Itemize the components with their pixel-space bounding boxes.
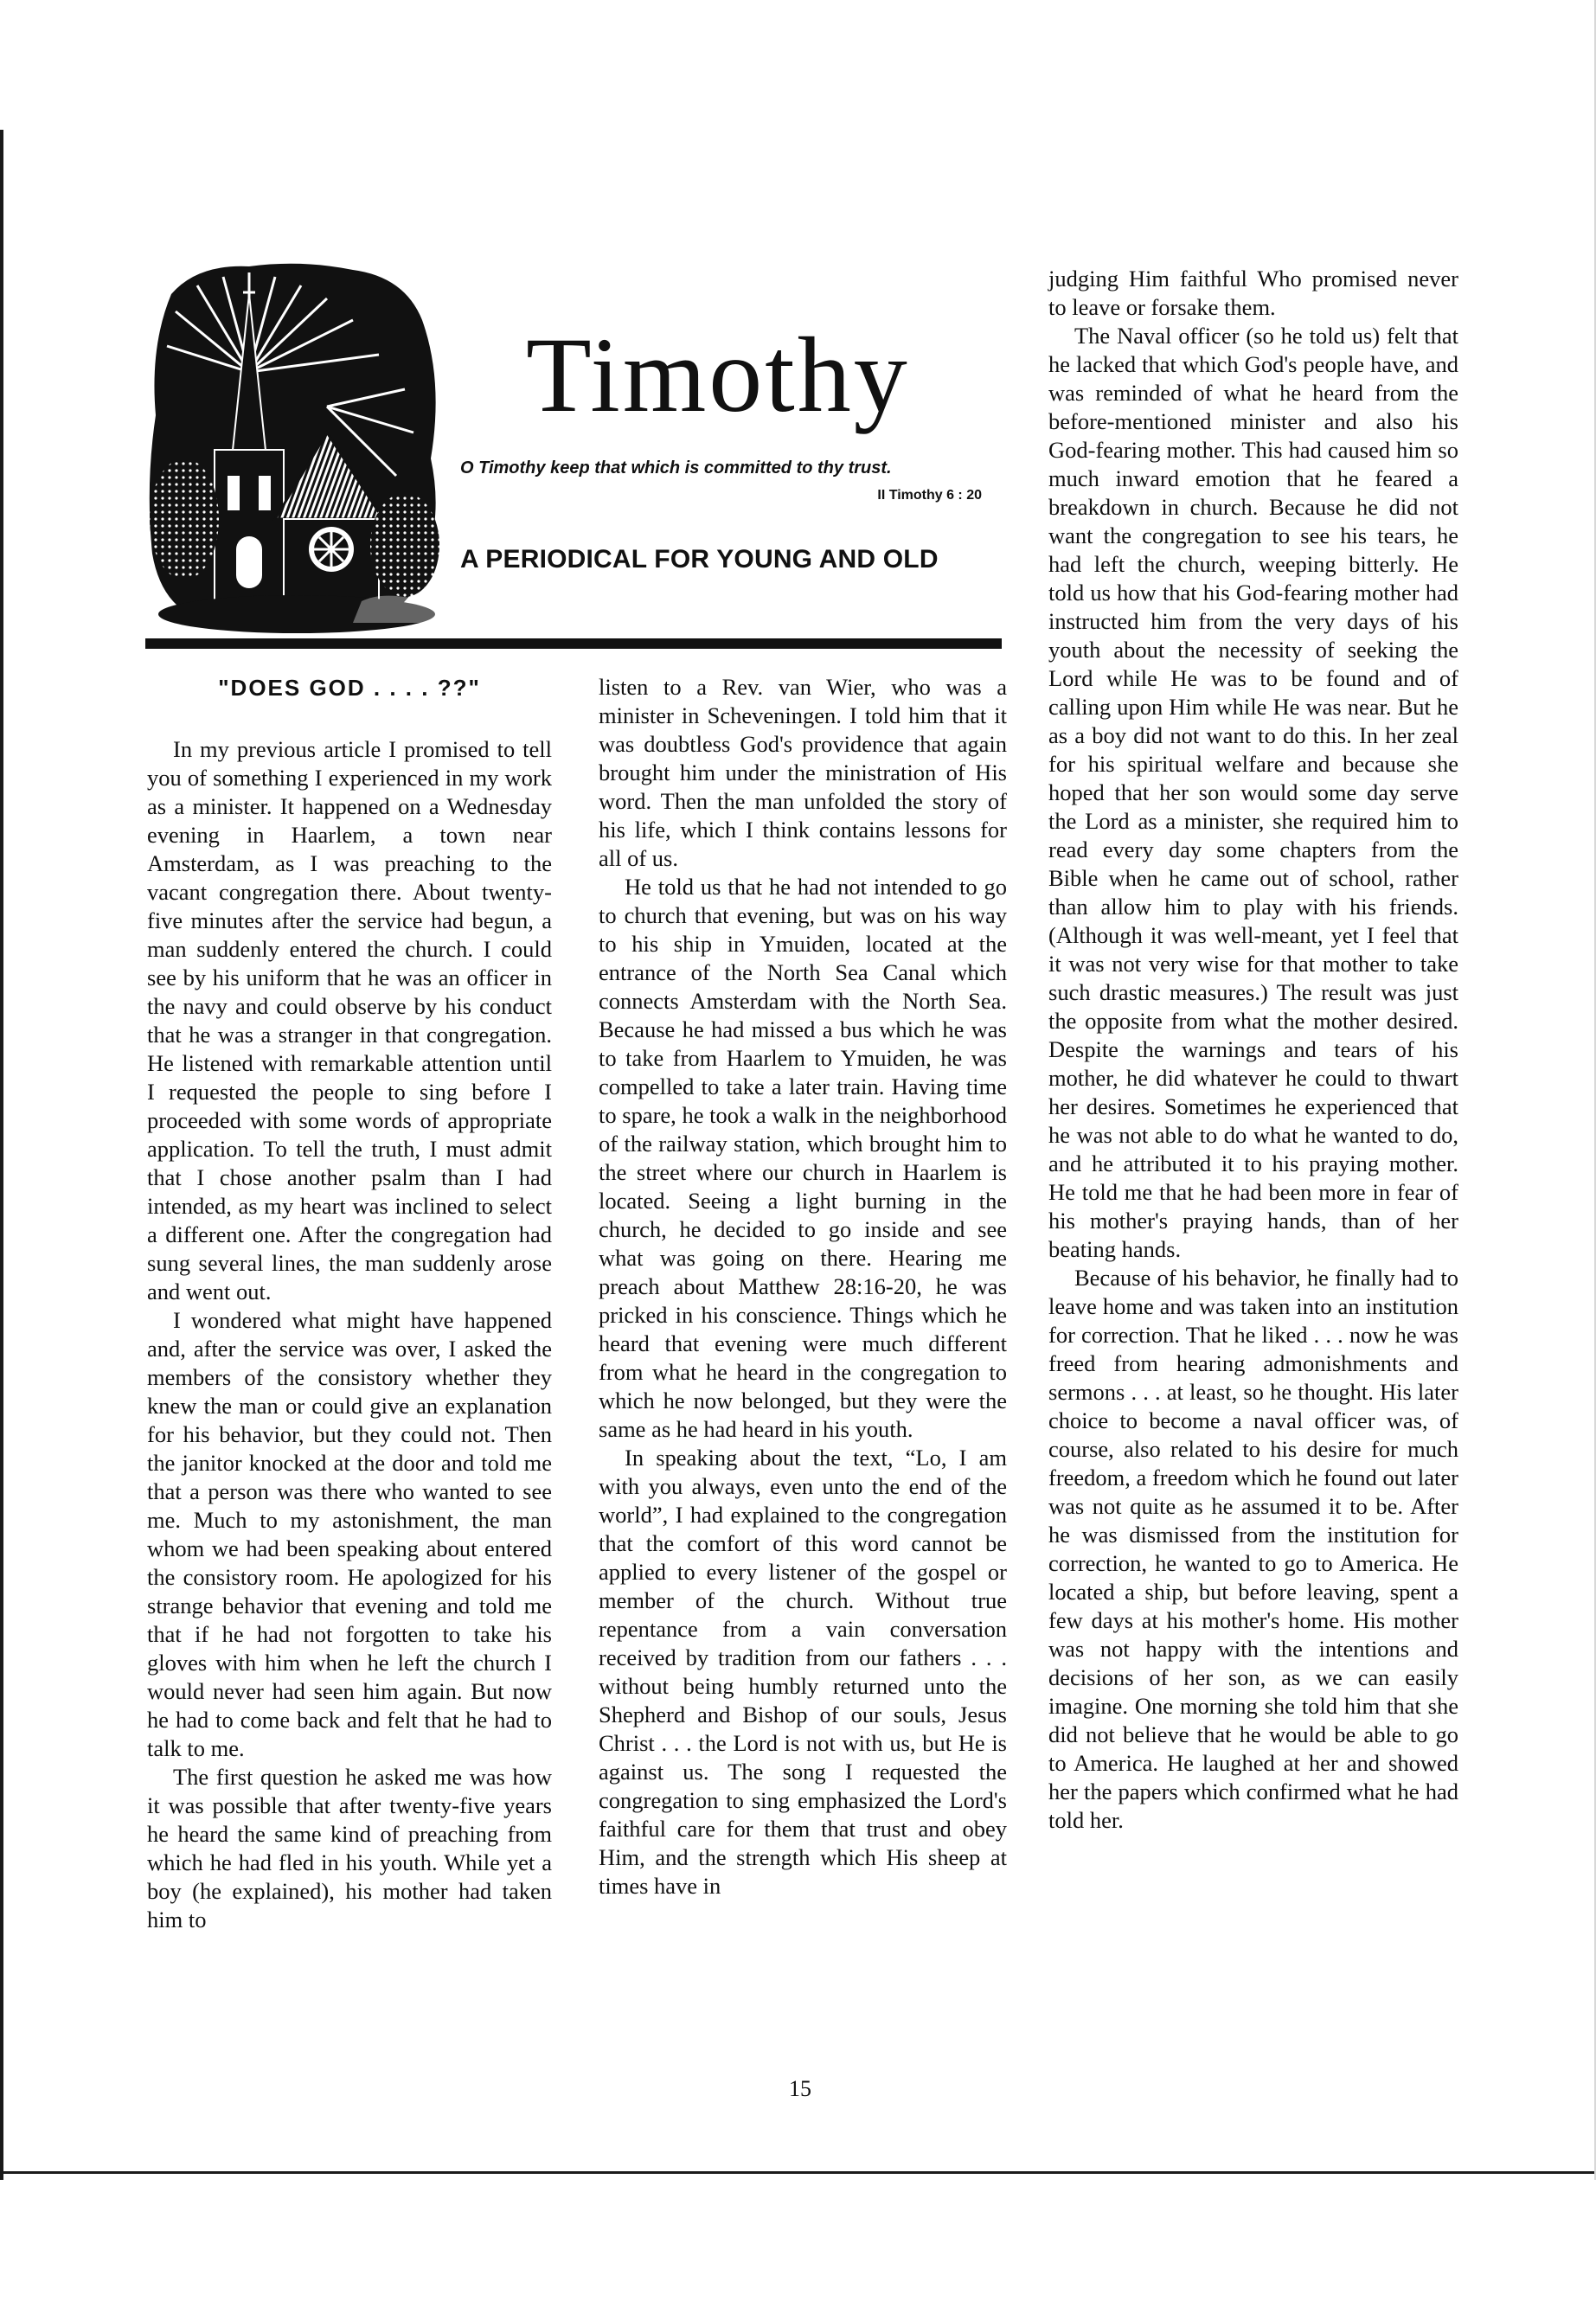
paragraph: The first question he asked me was how it was possible that after twenty-five years he heard the same kind of preaching from which he had fled in his youth. While yet a boy (he explained), his mother had taken him to (147, 1764, 552, 1932)
masthead-title: Timothy (526, 316, 910, 434)
page-edge-bottom (0, 2171, 1596, 2174)
paragraph: In speaking about the text, “Lo, I am with you always, even unto the end of the world”, I had explained to the congregation that the comfort of this word cannot be applied to every listener of the gospel or member of the church. Without true repentance from a vain conversation received by tradition from our fathers . . . without being humbly returned unto the Shepherd and Bishop of our souls, Jesus Christ . . . the Lord is not with us, but He is against us. The song I requested the congregation to sing emphasized the Lord's faithful care for them that trust and obey Him, and the strength which His sheep at times have in (599, 1445, 1007, 1899)
paragraph: In my previous article I promised to tell you of something I experienced in my work as a minister. It happened on a Wednesday evening in Haarlem, a town near Amsterdam, as I was preaching to the vacant congregation there. About twenty-five minutes after the service had begun, a man suddenly entered the church. I could see by his uniform that he was an officer in the navy and could observe by his conduct that he was a stranger in that congregation. He listened with remarkable attention until I requested the people to sing before I proceeded with some words of appropriate application. To tell the truth, I must admit that I chose another psalm than I had intended, as my heart was inclined to select a different one. After the congregation had sung several lines, the man suddenly arose and went out. (147, 736, 552, 1304)
masthead-subtitle: A PERIODICAL FOR YOUNG AND OLD (460, 545, 939, 574)
paragraph: I wondered what might have happened and, after the service was over, I asked the members of the consistory whether they knew the man or could give an explanation for his behavior, but they could not. Then the janitor knocked at the door and told me that a person was there who wanted to see me. Much to my astonishment, the man whom we had been speaking about entered the consistory room. He apologized for his strange behavior that evening and told me that if he had not forgotten to take his gloves with him when he left the church I would never had seen him again. But now he had to come back and felt that he had to talk to me. (147, 1307, 552, 1761)
article-column-2 (599, 673, 1007, 1900)
paragraph: Because of his behavior, he finally had to leave home and was taken into an institution for correction. That he liked . . . now he was freed from hearing admonishments and sermons . . . at least, so he thought. His later choice to become a naval officer was, of course, also related to his desire for much freedom, a freedom which he found out later was not quite as he assumed it to be. After he was dismissed from the institution for correction, he wanted to go to America. He located a ship, but before leaving, spent a few days at his mother's home. His mother was not happy with the intentions and decisions of her son, as we can easily imagine. One morning she told him that she did not believe that he would be able to go to America. He laughed at her and showed her the papers which confirmed what he had told her. (1048, 1265, 1458, 1833)
article-column-3 (1048, 265, 1458, 1835)
masthead-scripture-reference: II Timothy 6 : 20 (877, 488, 982, 503)
article-heading: "DOES GOD . . . . ??" (218, 675, 481, 701)
paragraph: listen to a Rev. van Wier, who was a minister in Scheveningen. I told him that it was doubtless God's providence that again brought him under the ministration of His word. Then the man unfolded the story of his life, which I think contains lessons for all of us. (599, 674, 1007, 871)
church-woodcut-illustration-icon (145, 260, 448, 633)
masthead-motto: O Timothy keep that which is committed to thy trust. (460, 458, 892, 478)
page-edge-left (0, 130, 3, 2180)
paragraph: He told us that he had not intended to go to church that evening, but was on his way to his ship in Ymuiden, located at the entrance of the North Sea Canal which connects Amsterdam with the North Sea. Because he had missed a bus which he was to take from Haarlem to Ymuiden, he was compelled to take a later train. Having time to spare, he took a walk in the neighborhood of the railway station, which brought him to the street where our church in Haarlem is located. Seeing a light burning in the church, he decided to go inside and see what was going on there. Hearing me preach about Matthew 28:16-20, he was pricked in his conscience. Things which he heard that evening were much different from what he heard in the congregation to which he now belonged, but they were the same as he had heard in his youth. (599, 874, 1007, 1442)
page-number: 15 (789, 2076, 811, 2101)
paragraph: judging Him faithful Who promised never to leave or forsake them. (1048, 266, 1458, 320)
header-rule (145, 638, 1002, 649)
article-column-1 (147, 666, 552, 1934)
paragraph: The Naval officer (so he told us) felt that he lacked that which God's people have, and was reminded of what he heard from the before-mentioned minister and also his God-fearing mother. This had caused him so much inward emotion that he feared a breakdown in church. Because he did not want the congregation to see his tears, he had left the church, weeping bitterly. He told us how that his God-fearing mother had instructed him from the very days of his youth about the necessity of seeking the Lord while He was to be found and of calling upon Him while He was near. But he as a boy did not want to do this. In her zeal for his spiritual welfare and because she hoped that her son would some day serve the Lord as a minister, she required him to read every day some chapters from the Bible when he came out of school, rather than allow him to play with his friends. (Although it was well-meant, yet I feel that it was not very wise for that mother to take such drastic measures.) The result was just the opposite from what the mother desired. Despite the warnings and tears of his mother, he did whatever he could to thwart her desires. Sometimes he experienced that he was not able to do what he wanted to do, and he attributed it to his praying mother. He told me that he had been more in fear of his mother's praying hands, than of her beating hands. (1048, 323, 1458, 1262)
